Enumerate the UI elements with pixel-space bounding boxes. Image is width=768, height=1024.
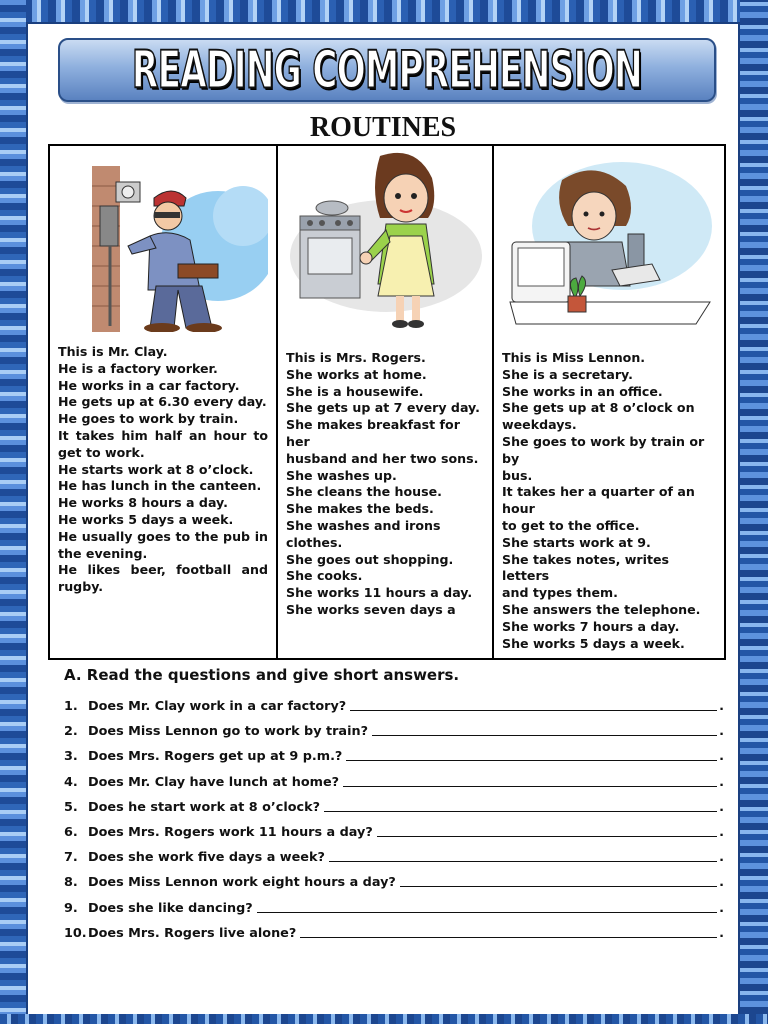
housewife-illustration xyxy=(286,146,484,332)
text-line: He usually goes to the pub in the evening. xyxy=(58,528,268,561)
question-end: . xyxy=(719,900,724,916)
question-text: Does Mr. Clay work in a car factory? xyxy=(88,699,347,715)
question-end: . xyxy=(719,774,724,790)
text-line: He works 5 days a week. xyxy=(58,511,234,527)
text-line: She is a housewife. xyxy=(286,383,424,399)
text-line: and types them. xyxy=(502,585,618,601)
answer-blank[interactable] xyxy=(324,799,717,812)
reading-column-miss-lennon xyxy=(492,146,728,658)
text-line: She works seven days a xyxy=(286,601,456,617)
question-number: 8. xyxy=(64,875,78,891)
question-number: 4. xyxy=(64,774,78,790)
question-number: 3. xyxy=(64,749,78,765)
question-number: 2. xyxy=(64,724,78,740)
question-item xyxy=(64,870,724,895)
question-item xyxy=(64,694,724,719)
question-item xyxy=(64,896,724,921)
text-line: He gets up at 6.30 every day. xyxy=(58,394,267,410)
question-item xyxy=(64,845,724,870)
question-end: . xyxy=(719,749,724,765)
factory-worker-illustration xyxy=(58,146,268,332)
text-line: She gets up at 8 o’clock on weekdays. xyxy=(502,400,695,433)
text-line: He starts work at 8 o’clock. xyxy=(58,461,254,477)
text-line: She works at home. xyxy=(286,366,427,382)
text-line: She takes notes, writes letters xyxy=(502,551,670,584)
decorative-border-top xyxy=(0,0,768,22)
text-line: She works 5 days a week. xyxy=(502,635,685,651)
worksheet-page xyxy=(28,24,738,1014)
question-item xyxy=(64,744,724,769)
question-text: Does she like dancing? xyxy=(88,900,253,916)
answer-blank[interactable] xyxy=(372,723,717,736)
answer-blank[interactable] xyxy=(300,925,717,938)
question-end: . xyxy=(719,850,724,866)
question-number: 1. xyxy=(64,699,78,715)
question-item xyxy=(64,921,724,946)
text-line: She goes to work by train or by xyxy=(502,433,705,466)
text-line: She works 7 hours a day. xyxy=(502,618,680,634)
answer-blank[interactable] xyxy=(343,774,717,787)
text-line: She cleans the house. xyxy=(286,484,442,500)
page-subtitle: ROUTINES xyxy=(309,112,457,143)
exercise-title: A. Read the questions and give short answers. xyxy=(64,666,460,684)
text-line: She is a secretary. xyxy=(502,366,633,382)
text-line: He is a factory worker. xyxy=(58,360,218,376)
text-line: This is Mrs. Rogers. xyxy=(286,350,426,365)
text-line: He likes beer, football and rugby. xyxy=(58,562,268,595)
answer-blank[interactable] xyxy=(346,748,717,761)
title-banner xyxy=(58,38,716,102)
question-text: Does Miss Lennon go to work by train? xyxy=(88,724,368,740)
question-item xyxy=(64,770,724,795)
question-end: . xyxy=(719,825,724,841)
text-line: She washes up. xyxy=(286,467,397,483)
decorative-border-bottom xyxy=(0,1014,768,1024)
answer-blank[interactable] xyxy=(257,900,717,913)
decorative-border-right xyxy=(740,0,768,1024)
question-text: Does she work five days a week? xyxy=(88,850,325,866)
text-line: husband and her two sons. xyxy=(286,450,479,466)
text-line: to get to the office. xyxy=(502,517,640,533)
text-line: She makes the beds. xyxy=(286,501,434,517)
text-line: This is Miss Lennon. xyxy=(502,350,646,365)
miss-lennon-text xyxy=(502,350,720,652)
question-number: 9. xyxy=(64,900,78,916)
question-end: . xyxy=(719,925,724,941)
answer-blank[interactable] xyxy=(400,874,717,887)
text-line: He goes to work by train. xyxy=(58,411,239,427)
question-number: 10. xyxy=(64,925,87,941)
text-line: She answers the telephone. xyxy=(502,601,701,617)
text-line: bus. xyxy=(502,467,533,483)
question-text: Does he start work at 8 o’clock? xyxy=(88,799,321,815)
text-line: She washes and irons clothes. xyxy=(286,517,441,550)
page-title: READING COMPREHENSION xyxy=(132,39,642,101)
question-item xyxy=(64,795,724,820)
text-line: She cooks. xyxy=(286,568,363,584)
text-line: She works 11 hours a day. xyxy=(286,585,473,601)
text-line: It takes him half an hour to get to work. xyxy=(58,427,268,460)
question-number: 5. xyxy=(64,799,78,815)
question-number: 6. xyxy=(64,825,78,841)
text-line: She goes out shopping. xyxy=(286,551,454,567)
text-line: She starts work at 9. xyxy=(502,534,651,550)
decorative-border-left xyxy=(0,0,26,1024)
question-end: . xyxy=(719,724,724,740)
mrs-rogers-text xyxy=(286,350,484,619)
question-end: . xyxy=(719,875,724,891)
reading-column-mr-clay xyxy=(50,146,276,658)
question-end: . xyxy=(719,799,724,815)
question-text: Does Mrs. Rogers get up at 9 p.m.? xyxy=(88,749,343,765)
reading-table xyxy=(48,144,726,660)
text-line: She works in an office. xyxy=(502,383,663,399)
text-line: He works in a car factory. xyxy=(58,377,240,393)
question-item xyxy=(64,719,724,744)
reading-column-mrs-rogers xyxy=(276,146,492,658)
question-end: . xyxy=(719,699,724,715)
question-text: Does Mr. Clay have lunch at home? xyxy=(88,774,340,790)
question-text: Does Mrs. Rogers live alone? xyxy=(88,925,297,941)
question-text: Does Mrs. Rogers work 11 hours a day? xyxy=(88,825,373,841)
secretary-illustration xyxy=(502,146,720,332)
answer-blank[interactable] xyxy=(329,849,717,862)
question-list xyxy=(64,694,724,946)
text-line: He has lunch in the canteen. xyxy=(58,478,262,494)
text-line: He works 8 hours a day. xyxy=(58,495,228,511)
answer-blank[interactable] xyxy=(377,824,717,837)
mr-clay-text xyxy=(58,344,268,596)
text-line: She makes breakfast for her xyxy=(286,417,460,449)
question-text: Does Miss Lennon work eight hours a day? xyxy=(88,875,396,891)
question-number: 7. xyxy=(64,850,78,866)
text-line: She gets up at 7 every day. xyxy=(286,400,480,416)
answer-blank[interactable] xyxy=(350,698,717,711)
text-line: This is Mr. Clay. xyxy=(58,344,168,359)
text-line: It takes her a quarter of an hour xyxy=(502,484,695,517)
question-item xyxy=(64,820,724,845)
